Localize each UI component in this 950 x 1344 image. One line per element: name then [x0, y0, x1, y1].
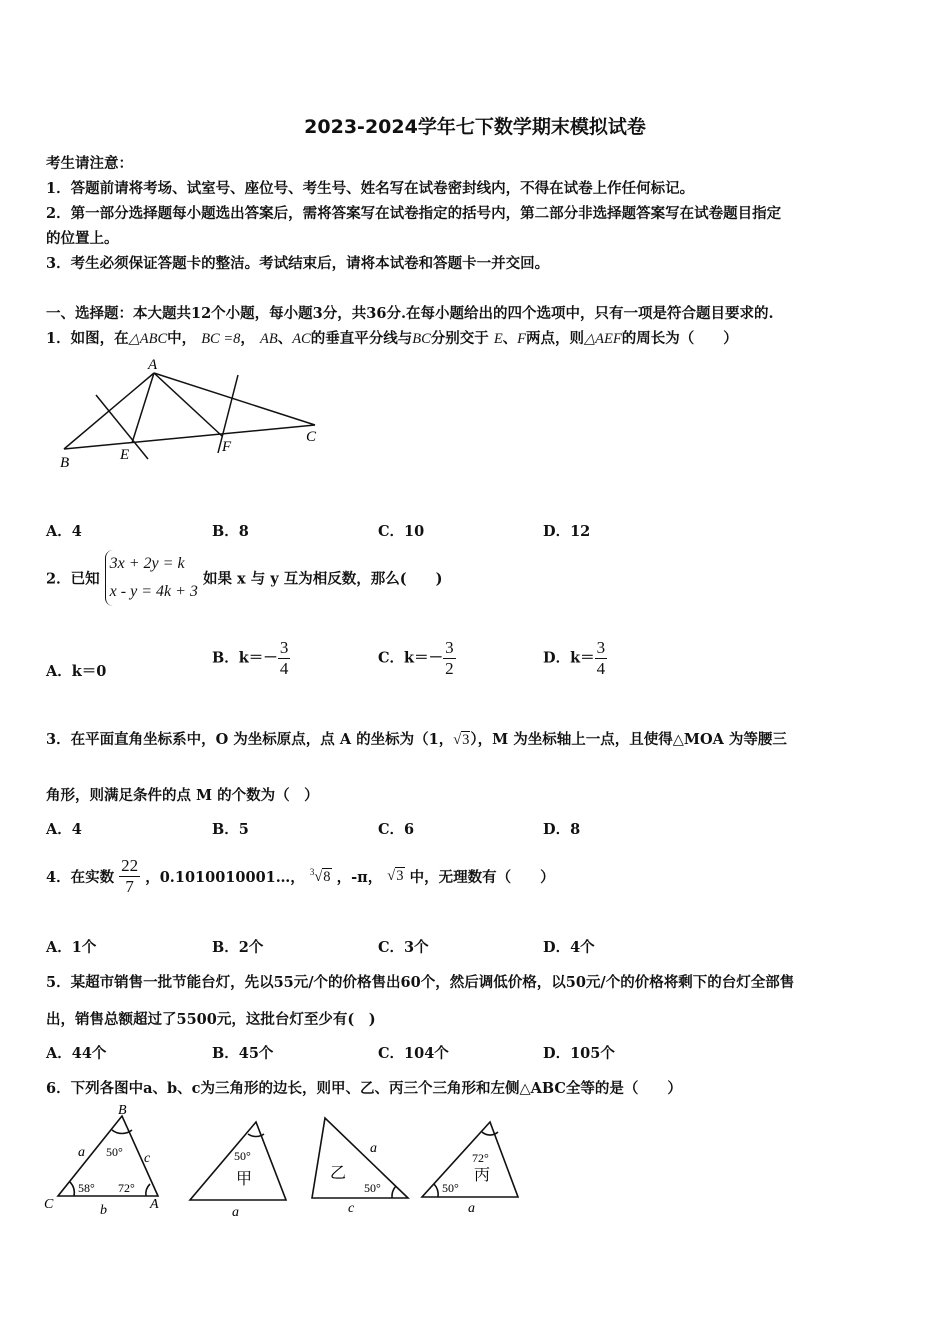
q1-math: △ABC — [128, 331, 168, 347]
denominator: 7 — [125, 877, 134, 896]
option-a[interactable]: A．4 — [46, 523, 82, 540]
radicand: 8 — [323, 868, 331, 885]
q1-text: 的垂直平分线与 — [310, 330, 413, 347]
q1-text: 中， — [167, 330, 197, 347]
label-c-vertex: C — [44, 1197, 54, 1212]
option-b[interactable]: B．2个 — [212, 939, 264, 956]
q2-text: 2．已知 — [46, 570, 100, 588]
q4-text: ，-π， — [336, 869, 383, 886]
q1-math: BC =8 — [201, 331, 241, 347]
option-a[interactable]: A．k＝0 — [46, 663, 107, 680]
jia-side-a: a — [232, 1205, 239, 1220]
fraction — [595, 638, 608, 679]
option-b[interactable]: B．5 — [212, 821, 249, 838]
label-b-vertex: B — [118, 1103, 127, 1118]
question-5-stem: 5．某超市销售一批节能台灯，先以55元/个的价格售出60个，然后调低价格，以50元/个的价格将剩下的台灯全部售 — [46, 974, 795, 991]
equation-system — [105, 550, 198, 606]
bing-side-a: a — [468, 1201, 475, 1216]
sqrt-expression: √3 — [453, 732, 470, 748]
notice-item: 的位置上。 — [46, 230, 119, 247]
fraction — [278, 638, 291, 679]
notice-item: 1．答题前请将考场、试室号、座位号、考生号、姓名写在试卷密封线内，不得在试卷上作任何标记。 — [46, 180, 695, 197]
option-d[interactable]: D．12 — [543, 523, 591, 540]
q4-text: 中，无理数有（ ） — [409, 869, 555, 886]
fraction — [443, 638, 456, 679]
option-c[interactable] — [378, 638, 456, 679]
q4-text: 4．在实数 — [46, 869, 115, 886]
yi-side-a: a — [370, 1141, 377, 1156]
bing-label: 丙 — [474, 1165, 491, 1184]
bing-triangle — [422, 1122, 518, 1197]
option-d[interactable]: D．4个 — [543, 939, 595, 956]
q1-text: 、 — [502, 330, 518, 347]
option-c[interactable]: C．104个 — [378, 1045, 449, 1062]
question-6-stem: 6．下列各图中a、b、c为三角形的边长，则甲、乙、丙三个三角形和左侧△ABC全等的是（ ） — [46, 1080, 682, 1097]
cube-root-expression: $^3$√8 — [309, 867, 331, 885]
fraction-22-7 — [119, 856, 140, 897]
fig1-label-e: E — [120, 447, 130, 463]
abc-angle-a: 72° — [118, 1181, 135, 1195]
yi-label: 乙 — [330, 1163, 347, 1182]
abc-angle-c: 58° — [78, 1181, 95, 1195]
option-a[interactable]: A．1个 — [46, 939, 97, 956]
q1-text: 分别交于 — [430, 330, 489, 347]
radicand: 3 — [462, 732, 470, 748]
q1-text: ， — [240, 330, 255, 347]
option-c[interactable]: C．10 — [378, 523, 425, 540]
question-3-stem-line2: 角形，则满足条件的点 M 的个数为（ ） — [46, 787, 319, 804]
q1-math: E — [493, 331, 503, 347]
root-index: 3 — [309, 867, 315, 878]
denominator: 4 — [279, 659, 289, 678]
bing-angle-left: 50° — [442, 1181, 459, 1195]
denominator: 4 — [596, 659, 606, 678]
q1-math: AC — [292, 331, 311, 347]
abc-angle-b: 50° — [106, 1145, 123, 1159]
q3-text: 3．在平面直角坐标系中，O 为坐标原点，点 A 的坐标为（1， — [46, 731, 454, 748]
q1-text: 、 — [277, 330, 293, 347]
q1-math: BC — [412, 331, 431, 347]
fig1-label-a: A — [148, 357, 158, 373]
option-d[interactable]: D．105个 — [543, 1045, 615, 1062]
option-d[interactable]: D．8 — [543, 821, 581, 838]
q1-math: F — [517, 331, 527, 347]
numerator: 22 — [121, 856, 139, 875]
q3-text: ），M 为坐标轴上一点，且使得△MOA 为等腰三 — [470, 731, 787, 748]
label-side-c: c — [144, 1151, 151, 1166]
q1-text: 两点，则 — [526, 330, 585, 347]
option-d[interactable] — [543, 638, 607, 679]
jia-label: 甲 — [236, 1169, 253, 1188]
label-side-a: a — [78, 1145, 85, 1160]
option-c-text: C．k＝－ — [378, 649, 444, 667]
option-b[interactable]: B．45个 — [212, 1045, 274, 1062]
section-heading: 一、选择题：本大题共12个小题，每小题3分，共36分.在每小题给出的四个选项中，只有一项是符合题目要求的. — [46, 305, 774, 322]
q1-math: △AEF — [584, 331, 622, 347]
question-4-stem — [46, 856, 555, 897]
q2-text: 如果 x 与 y 互为相反数，那么( ) — [202, 570, 443, 588]
label-side-b: b — [100, 1203, 107, 1218]
q1-text: 的周长为（ ） — [621, 330, 738, 347]
fig1-label-f: F — [222, 439, 232, 455]
option-a[interactable]: A．4 — [46, 821, 82, 838]
denominator: 2 — [445, 659, 454, 678]
exam-title: 2023-2024学年七下数学期末模拟试卷 — [304, 116, 646, 138]
notice-item: 3．考生必须保证答题卡的整洁。考试结束后，请将本试卷和答题卡一并交回。 — [46, 255, 550, 272]
question-3-stem — [46, 728, 787, 749]
equation-2: x - y = 4k + 3 — [109, 583, 198, 600]
option-d-text: D．k＝ — [543, 649, 595, 667]
question-1-stem — [46, 327, 738, 348]
option-b[interactable]: B．8 — [212, 523, 249, 540]
equation-1: 3x + 2y = k — [109, 555, 185, 572]
option-b-text: B．k＝－ — [212, 649, 278, 667]
q4-text: ，0.1010010001…， — [145, 869, 305, 886]
bing-angle-top: 72° — [472, 1151, 489, 1165]
q1-triangle-figure — [50, 355, 340, 475]
yi-triangle — [312, 1118, 408, 1198]
numerator: 3 — [596, 638, 606, 657]
sqrt-expression: √3 — [387, 868, 404, 884]
yi-side-c: c — [348, 1201, 355, 1216]
q1-text: 1．如图，在 — [46, 330, 129, 347]
fig1-label-c: C — [306, 429, 317, 445]
q1-math: AB — [259, 331, 278, 347]
numerator: 3 — [445, 638, 454, 657]
question-5-stem-line2: 出，销售总额超过了5500元，这批台灯至少有( ) — [46, 1011, 376, 1028]
option-c[interactable]: C．6 — [378, 821, 415, 838]
option-a[interactable]: A．44个 — [46, 1045, 107, 1062]
option-b[interactable] — [212, 638, 290, 679]
yi-angle: 50° — [364, 1181, 381, 1195]
jia-angle: 50° — [234, 1149, 251, 1163]
option-c[interactable]: C．3个 — [378, 939, 429, 956]
question-2-stem — [46, 550, 442, 606]
notice-heading: 考生请注意： — [46, 155, 133, 172]
notice-item: 2．第一部分选择题每小题选出答案后，需将答案写在试卷指定的括号内，第二部分非选择题答案写在试卷题目指定 — [46, 205, 782, 222]
radicand: 3 — [396, 868, 404, 884]
numerator: 3 — [279, 638, 289, 657]
fig1-label-b: B — [60, 455, 70, 471]
label-a-vertex: A — [150, 1197, 159, 1212]
q6-triangles-figure — [40, 1100, 530, 1225]
